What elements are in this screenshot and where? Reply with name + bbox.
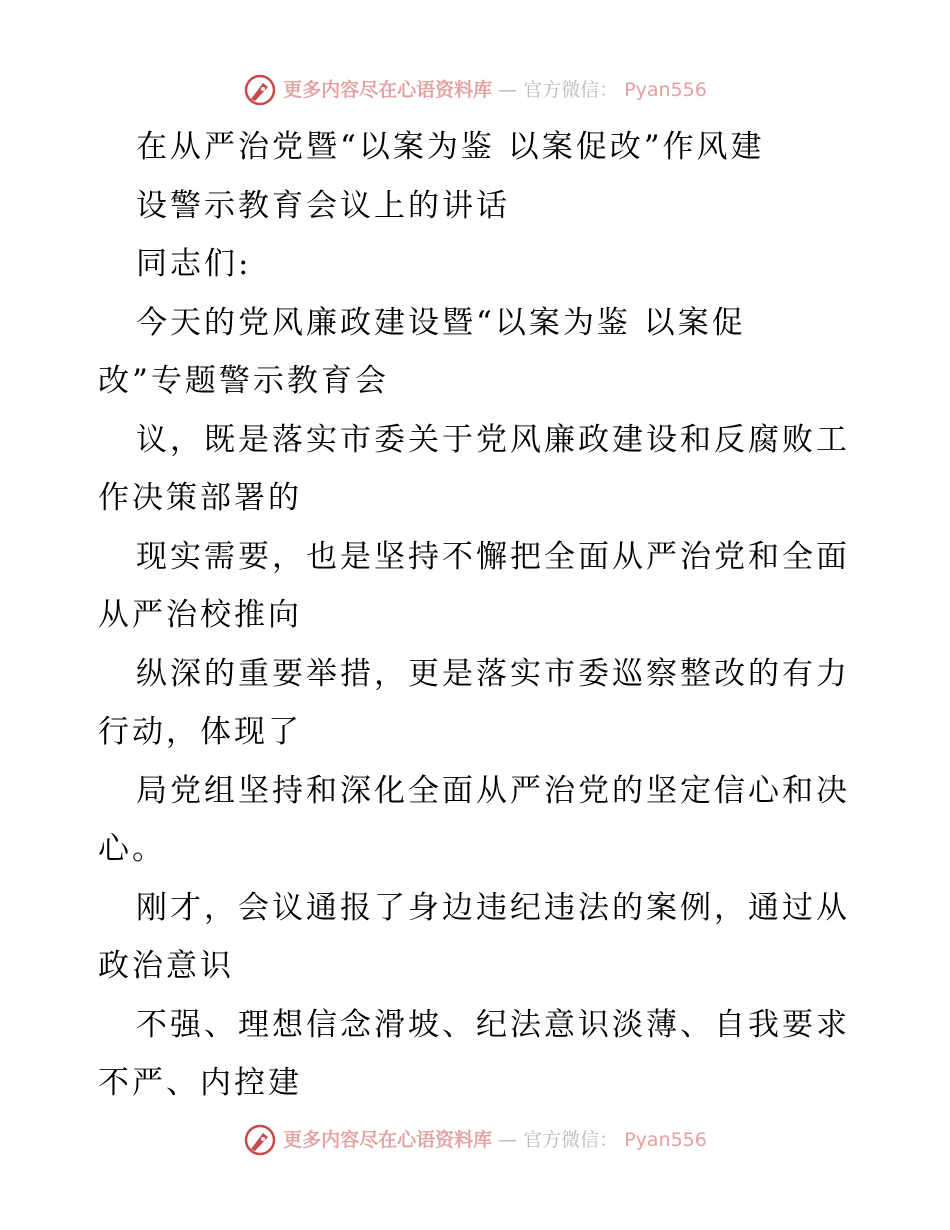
pen-nib-logo-icon bbox=[243, 1123, 277, 1157]
document-line: 改”专题警示教育会 bbox=[98, 363, 389, 399]
watermark-account: Pyan556 bbox=[624, 79, 707, 101]
document-line: 作决策部署的 bbox=[98, 480, 302, 516]
document-line: 设警示教育会议上的讲话 bbox=[136, 187, 510, 224]
document-line: 刚才，会议通报了身边违纪违法的案例，通过从 bbox=[136, 889, 850, 926]
footer-watermark bbox=[0, 1120, 950, 1160]
document-line: 局党组坚持和深化全面从严治党的坚定信心和决 bbox=[136, 772, 850, 809]
document-line: 今天的党风廉政建设暨“以案为鉴 以案促 bbox=[136, 304, 746, 341]
header-watermark bbox=[0, 70, 950, 110]
document-line: 心。 bbox=[98, 831, 166, 867]
document-body bbox=[98, 118, 858, 1113]
document-line: 不严、内控建 bbox=[98, 1065, 302, 1101]
pen-nib-logo-icon bbox=[243, 73, 277, 107]
watermark-separator: — bbox=[498, 1129, 518, 1151]
document-line: 同志们: bbox=[136, 246, 252, 282]
document-line: 行动，体现了 bbox=[98, 714, 302, 750]
document-line: 政治意识 bbox=[98, 948, 234, 984]
document-line: 纵深的重要举措，更是落实市委巡察整改的有力 bbox=[136, 655, 850, 692]
document-line: 在从严治党暨“以案为鉴 以案促改”作风建 bbox=[136, 129, 765, 165]
document-line: 不强、理想信念滑坡、纪法意识淡薄、自我要求 bbox=[136, 1006, 850, 1043]
watermark-brand: 更多内容尽在心语资料库 bbox=[283, 79, 493, 101]
watermark-brand: 更多内容尽在心语资料库 bbox=[283, 1129, 493, 1151]
document-line: 现实需要，也是坚持不懈把全面从严治党和全面 bbox=[136, 538, 850, 575]
watermark-separator: — bbox=[498, 79, 518, 101]
watermark-official: 官方微信： bbox=[523, 79, 619, 101]
watermark-official: 官方微信： bbox=[523, 1129, 619, 1151]
watermark-account: Pyan556 bbox=[624, 1129, 707, 1151]
document-line: 从严治校推向 bbox=[98, 597, 302, 633]
document-line: 议，既是落实市委关于党风廉政建设和反腐败工 bbox=[136, 421, 850, 458]
